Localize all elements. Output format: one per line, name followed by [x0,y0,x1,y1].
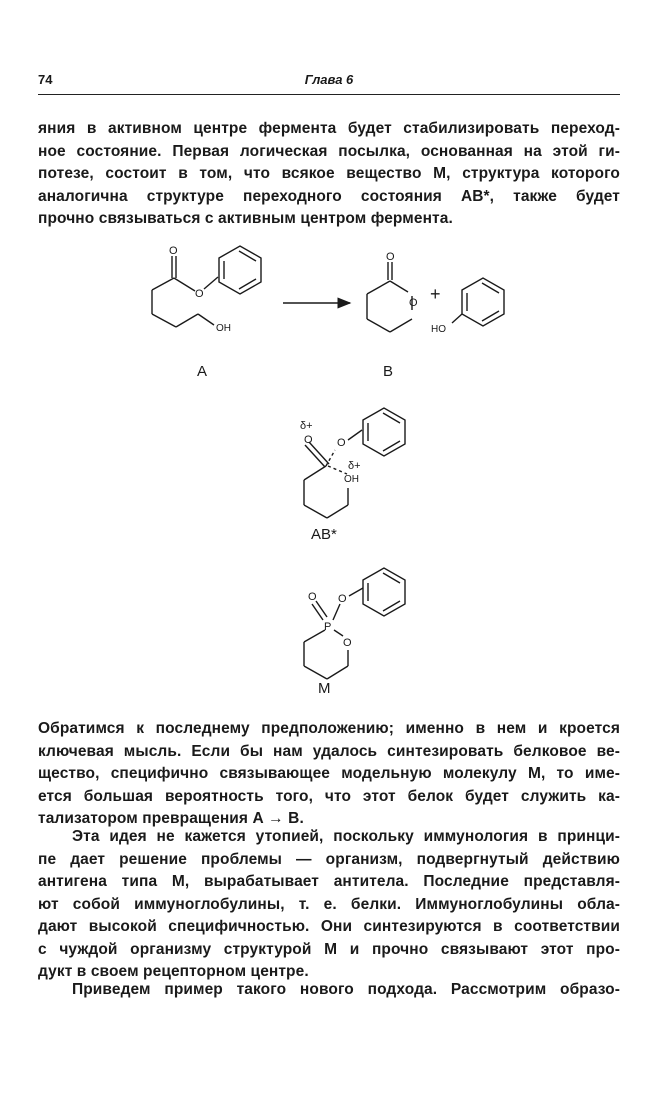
compound-label-m: M [318,680,331,697]
atom-label: O [304,434,313,446]
molecule-m [304,568,405,679]
text-line: ключевая мысль. Если бы нам удалось синтезировать белковое ве- [38,742,620,760]
text-line: потезе, состоит в том, что всякое вещество М, структура которого [38,165,620,182]
atom-label: O [338,593,347,605]
text-line: ется большая вероятность того, что этот белок будет служить ка- [38,787,620,805]
compound-label-ab: AB* [311,526,337,543]
atom-label: O [169,245,178,257]
atom-label: O [337,437,346,449]
atom-label: O [343,637,352,649]
text-line: ют собой иммуноглобулины, т. е. белки. Иммуноглобулины обла- [38,895,620,913]
text-line: дукт в своем рецепторном центре. [38,963,309,980]
chapter-title: Глава 6 [304,72,354,87]
partial-charge: δ+ [300,420,313,432]
text-line: Приведем пример такого нового подхода. Рассмотрим образо- [72,981,620,998]
partial-charge: δ+ [348,460,361,472]
paragraph-4 [38,979,620,1002]
atom-label: OH [216,323,231,334]
text-line: прочно связываться с активным центром фермента. [38,210,453,227]
text-line: щество, специфично связывающее модельную молекулу М, то име- [38,765,620,782]
atom-label: P [324,621,332,633]
atom-label: HO [431,324,446,335]
text-line: Эта идея не кажется утопией, поскольку иммунология в принци- [72,828,620,845]
paragraph-2 [38,718,620,831]
text-line: антигена типа М, вырабатывает антитела. Последние представля- [38,873,620,890]
atom-label: O [195,288,204,300]
compound-label-b: B [383,363,394,380]
plus-sign: + [430,284,441,304]
page-number: 74 [38,72,53,87]
text-line: тализатором превращения А → В. [38,810,304,827]
text-line: дают высокой специфичностью. Они синтезируются в соответствии [38,918,620,935]
text-line: с чуждой организму структурой М и прочно связывают этот про- [38,940,620,958]
text-line: аналогична структуре переходного состояния АВ*, также будет [38,187,620,205]
compound-label-a: A [197,363,208,380]
atom-label: OH [344,474,359,485]
text-line: яния в активном центре фермента будет стабилизировать переход- [38,120,620,137]
atom-label: O [409,297,418,309]
molecule-a [152,246,261,327]
atom-label: O [308,591,317,603]
atom-label: O [386,251,395,263]
text-line: Обратимся к последнему предположению; именно в нем и кроется [38,720,620,737]
paragraph-3 [38,826,620,984]
text-line: пе дает решение проблемы — организм, подвергнутый действию [38,850,620,868]
text-line: ное состояние. Первая логическая посылка, основанная на этой ги- [38,142,620,160]
